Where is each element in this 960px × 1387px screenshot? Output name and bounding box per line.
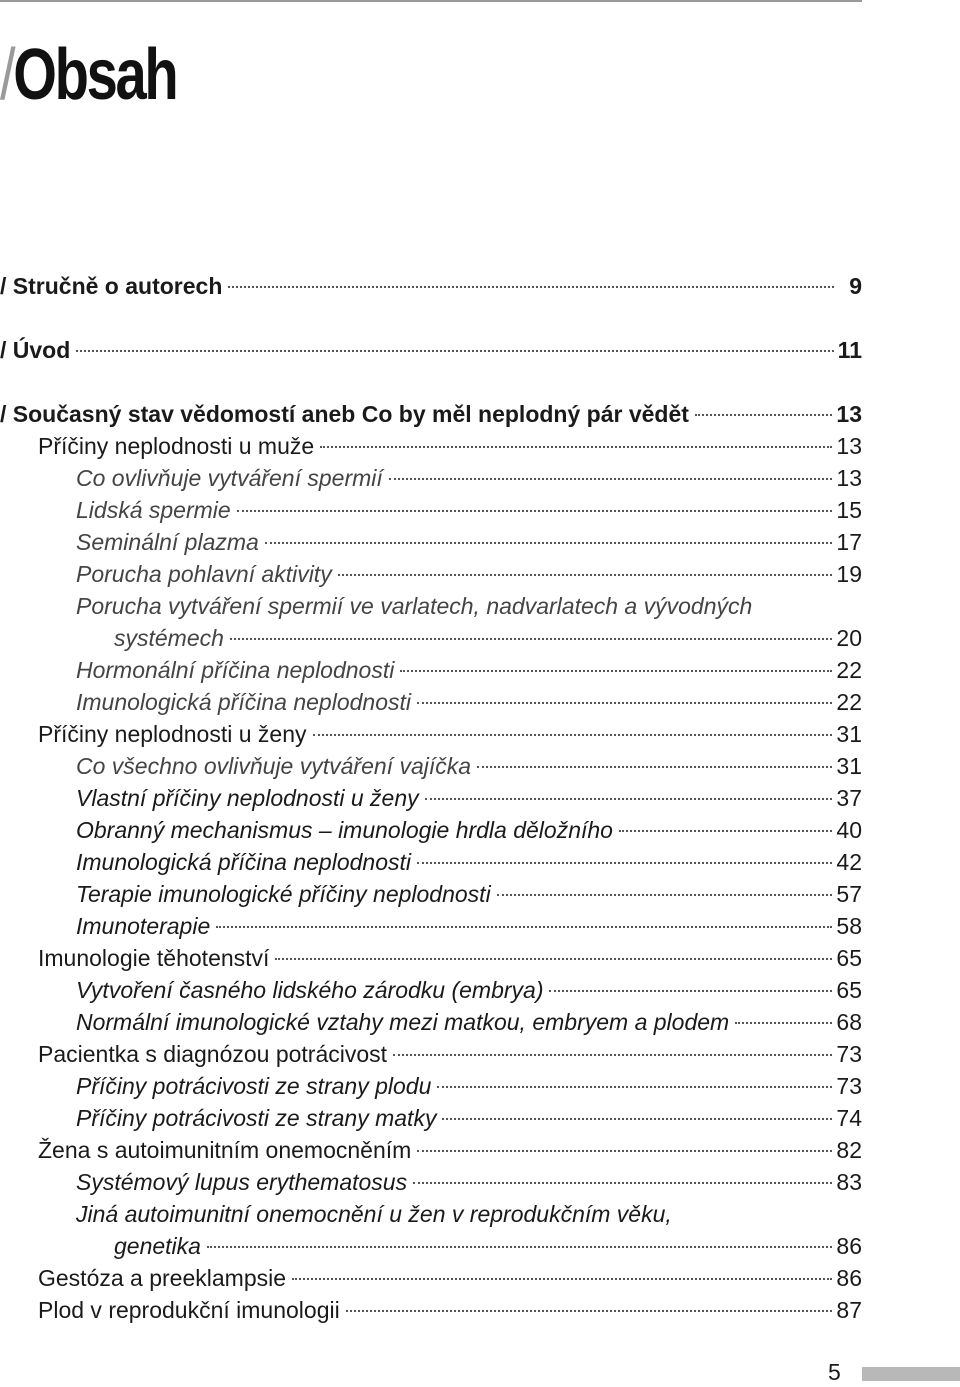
dot-leader	[76, 350, 833, 352]
toc-entry-label: Seminální plazma	[76, 529, 259, 555]
dot-leader	[393, 1054, 832, 1056]
toc-entry[interactable]	[0, 750, 862, 782]
toc-page-number: 42	[836, 849, 862, 875]
toc-page-number: 13	[836, 433, 862, 459]
toc-entry[interactable]	[0, 558, 862, 590]
toc-entry[interactable]	[0, 942, 862, 974]
dot-leader	[230, 638, 832, 640]
toc-entry-label: Příčiny potrácivosti ze strany plodu	[76, 1073, 432, 1099]
toc-entry[interactable]	[0, 494, 862, 526]
dot-leader	[425, 798, 833, 800]
toc-page-number: 83	[836, 1169, 862, 1195]
toc-entry-label: Příčiny potrácivosti ze strany matky	[76, 1105, 437, 1131]
toc-page-number: 31	[836, 753, 862, 779]
toc-entry[interactable]	[0, 1102, 862, 1134]
dot-leader	[497, 894, 833, 896]
toc-entry[interactable]	[0, 1262, 862, 1294]
toc-entry-label: Imunologická příčina neplodnosti	[76, 849, 411, 875]
toc-page-number: 68	[836, 1009, 862, 1035]
toc-entry-label: Žena s autoimunitním onemocněním	[38, 1137, 412, 1163]
dot-leader	[292, 1278, 832, 1280]
toc-entry[interactable]	[0, 462, 862, 494]
dot-leader	[619, 830, 832, 832]
toc-entry-label: Pacientka s diagnózou potrácivost	[38, 1041, 388, 1067]
toc-page-number: 65	[836, 945, 862, 971]
top-rule	[0, 0, 862, 2]
toc-entry-label: Imunoterapie	[76, 913, 211, 939]
toc-entry-label: Imunologie těhotenství	[38, 945, 270, 971]
toc-entry-label: Hormonální příčina neplodnosti	[76, 657, 395, 683]
toc-page-number: 40	[836, 817, 862, 843]
toc-entry-label: genetika	[114, 1233, 201, 1259]
toc-entry[interactable]	[0, 910, 862, 942]
toc-entry[interactable]	[0, 334, 862, 366]
toc-entry[interactable]	[0, 1166, 862, 1198]
toc-entry[interactable]	[0, 814, 862, 846]
toc-entry[interactable]	[0, 782, 862, 814]
toc-entry[interactable]	[0, 974, 862, 1006]
toc-entry-label: Porucha vytváření spermií ve varlatech, nadvarlatech a vývodných	[76, 593, 753, 619]
toc-entry-label: Porucha pohlavní aktivity	[76, 561, 332, 587]
toc-entry-label: Plod v reprodukční imunologii	[38, 1297, 340, 1323]
toc-entry-label: Příčiny neplodnosti u muže	[38, 433, 315, 459]
toc-page-number: 13	[836, 401, 862, 427]
toc-entry[interactable]	[0, 718, 862, 750]
toc-entry[interactable]	[0, 878, 862, 910]
toc-entry-label: Terapie imunologické příčiny neplodnosti	[76, 881, 491, 907]
dot-leader	[417, 702, 832, 704]
toc-page-number: 57	[836, 881, 862, 907]
toc-page-number: 65	[836, 977, 862, 1003]
toc-page-number: 22	[836, 689, 862, 715]
toc-entry[interactable]	[0, 1294, 862, 1326]
toc-entry-label: Co ovlivňuje vytváření spermií	[76, 465, 383, 491]
toc-entry-label: Obranný mechanismus – imunologie hrdla děložního	[76, 817, 613, 843]
toc-page-number: 17	[836, 529, 862, 555]
dot-leader	[417, 1150, 832, 1152]
dot-leader	[549, 990, 832, 992]
toc-page-number: 31	[836, 721, 862, 747]
dot-leader	[320, 446, 832, 448]
toc-entry-label: Normální imunologické vztahy mezi matkou, embryem a plodem	[76, 1009, 730, 1035]
toc-entry[interactable]	[0, 622, 862, 654]
toc-page-number: 87	[836, 1297, 862, 1323]
toc-entry-label: Vytvoření časného lidského zárodku (embrya)	[76, 977, 544, 1003]
toc-entry[interactable]	[0, 398, 862, 430]
dot-leader	[477, 766, 832, 768]
toc-entry[interactable]	[0, 1070, 862, 1102]
toc-entry-label: Příčiny neplodnosti u ženy	[38, 721, 307, 747]
toc-page-number: 13	[836, 465, 862, 491]
toc-entry[interactable]	[0, 1134, 862, 1166]
toc-entry-label: Systémový lupus erythematosus	[76, 1169, 408, 1195]
toc-entry[interactable]	[0, 430, 862, 462]
toc-page-number: 11	[837, 337, 862, 363]
dot-leader	[275, 958, 832, 960]
toc-page-number: 86	[836, 1265, 862, 1291]
toc-page-number: 74	[836, 1105, 862, 1131]
toc-page-number: 37	[836, 785, 862, 811]
toc-entry-label: Jiná autoimunitní onemocnění u žen v reprodukčním věku,	[76, 1201, 672, 1227]
footer-bar	[862, 1367, 960, 1381]
toc-entry[interactable]	[0, 846, 862, 878]
dot-leader	[338, 574, 833, 576]
toc-page-number: 22	[836, 657, 862, 683]
toc-page-number: 86	[836, 1233, 862, 1259]
toc-entry-label: Co všechno ovlivňuje vytváření vajíčka	[76, 753, 472, 779]
dot-leader	[216, 926, 832, 928]
title-slash: /	[0, 35, 14, 115]
toc-page-number: 82	[836, 1137, 862, 1163]
toc-page-number: 73	[836, 1073, 862, 1099]
toc-entry-label: Gestóza a preeklampsie	[38, 1265, 287, 1291]
toc-page-number: 9	[849, 273, 862, 299]
page-title	[0, 30, 176, 120]
toc-page-number: 19	[836, 561, 862, 587]
toc-entry[interactable]	[0, 270, 862, 302]
toc-entry-label: Vlastní příčiny neplodnosti u ženy	[76, 785, 419, 811]
toc-entry[interactable]	[0, 1006, 862, 1038]
dot-leader	[313, 734, 833, 736]
dot-leader	[228, 286, 834, 288]
dot-leader	[400, 670, 832, 672]
toc-entry[interactable]	[0, 654, 862, 686]
dot-leader	[437, 1086, 832, 1088]
toc-entry-label: Imunologická příčina neplodnosti	[76, 689, 411, 715]
toc-entry[interactable]	[0, 526, 862, 558]
toc-entry[interactable]	[0, 1230, 862, 1262]
toc-entry[interactable]	[0, 686, 862, 718]
dot-leader	[265, 542, 833, 544]
dot-leader	[735, 1022, 832, 1024]
toc-entry-label: systémech	[114, 625, 224, 651]
toc-page-number: 15	[836, 497, 862, 523]
toc-entry[interactable]	[0, 1038, 862, 1070]
dot-leader	[346, 1310, 833, 1312]
dot-leader	[237, 510, 833, 512]
dot-leader	[413, 1182, 832, 1184]
toc-entry-label: Lidská spermie	[76, 497, 231, 523]
toc-page-number: 73	[836, 1041, 862, 1067]
title-text: Obsah	[13, 35, 177, 115]
dot-leader	[417, 862, 832, 864]
toc-entry-label: / Stručně o autorech	[0, 273, 223, 299]
dot-leader	[442, 1118, 832, 1120]
dot-leader	[207, 1246, 832, 1248]
dot-leader	[695, 414, 832, 416]
toc-page-number: 58	[836, 913, 862, 939]
page-number: 5	[828, 1359, 841, 1385]
dot-leader	[389, 478, 833, 480]
toc-entry-label: / Úvod	[0, 337, 71, 363]
toc-page-number: 20	[836, 625, 862, 651]
toc-entry-label: / Současný stav vědomostí aneb Co by měl neplodný pár vědět	[0, 401, 689, 427]
